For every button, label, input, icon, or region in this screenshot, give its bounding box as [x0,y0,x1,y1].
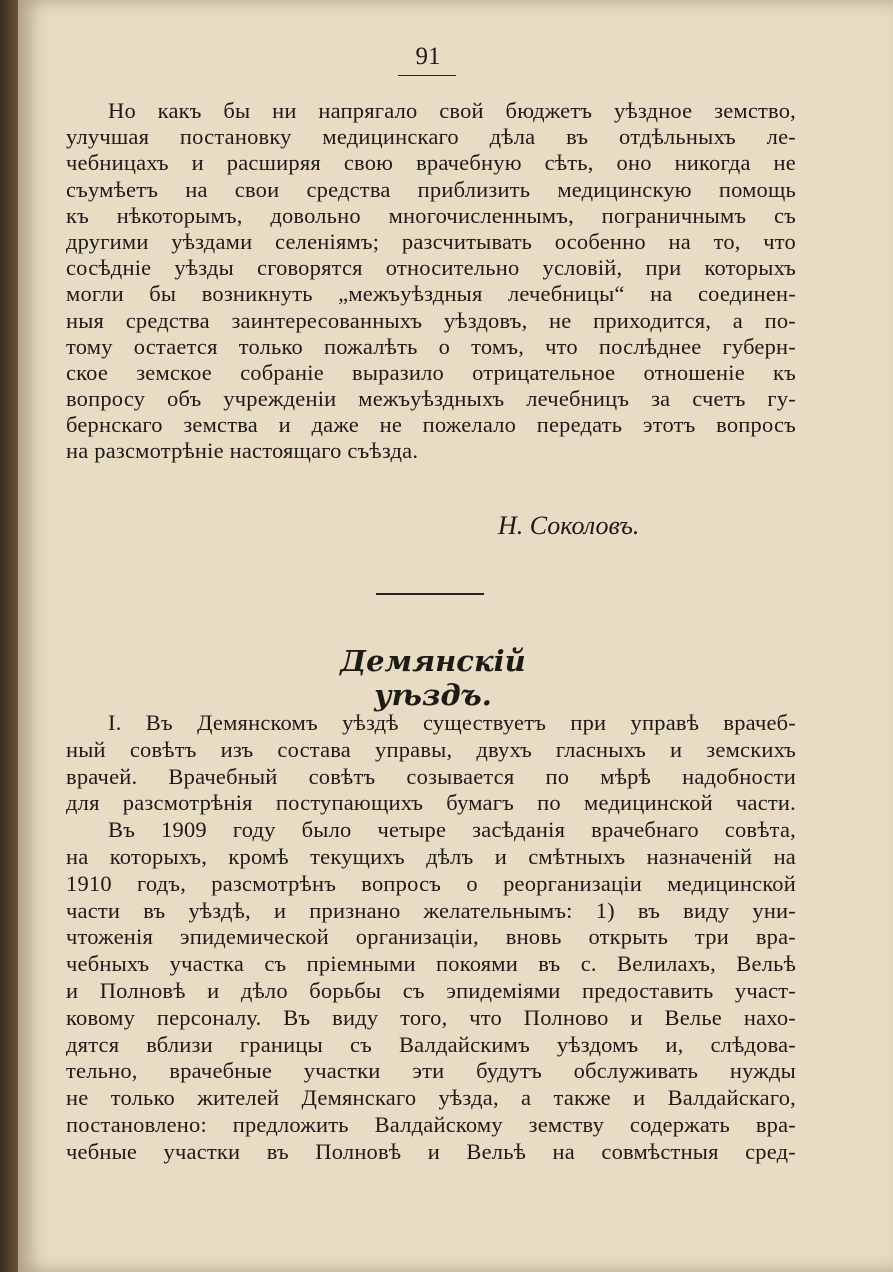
text-line: ковому персоналу. Въ виду того, что Полново и Велье нахо- [66,1004,796,1030]
paragraph-demyansk-district [66,710,796,1166]
text-line: ный совѣтъ изъ состава управы, двухъ гласныхъ и земскихъ [66,736,796,762]
text-line: вопросу объ учрежденіи межъуѣздныхъ лечебницъ за счетъ гу- [66,386,796,412]
text-line: съумѣетъ на свои средства приблизить медицинскую помощь [66,176,796,202]
page-number: 91 [415,43,441,70]
paragraph-closing-remarks [66,98,796,465]
book-spine-shadow [0,0,18,1272]
text-line: и Полновѣ и дѣло борьбы съ эпидеміями предоставить участ- [66,977,796,1003]
author-signature: Н. Соколовъ. [498,511,640,540]
text-line: дятся вблизи границы съ Валдайскимъ уѣздомъ и, слѣдова- [66,1031,796,1057]
text-line: постановлено: предложить Валдайскому земству содержать вра- [66,1111,796,1137]
text-line: не только жителей Демянскаго уѣзда, а также и Валдайскаго, [66,1085,796,1111]
text-line: врачей. Врачебный совѣтъ созывается по мѣрѣ надобности [66,763,796,789]
text-line: тому остается только пожалѣть о томъ, что послѣднее губерн- [66,333,796,359]
text-line: сосѣдніе уѣзды сговорятся относительно условій, при которыхъ [66,255,796,281]
text-line: тельно, врачебные участки эти будутъ обслуживать нужды [66,1058,796,1084]
section-divider [376,593,484,595]
text-line: къ нѣкоторымъ, довольно многочисленнымъ, пограничнымъ съ [66,202,796,228]
text-line: части въ уѣздѣ, и признано желательнымъ: 1) въ виду уни- [66,897,796,923]
text-line: Но какъ бы ни напрягало свой бюджетъ уѣздное земство, [108,98,796,123]
page-number-underline [398,75,456,76]
text-line: I. Въ Демянскомъ уѣздѣ существуетъ при управѣ врачеб- [108,710,796,735]
text-line: 1910 годъ, разсмотрѣнъ вопросъ о реорганизаціи медицинской [66,870,796,896]
section-heading: Демянскій уѣздъ. [340,644,526,712]
text-line: Въ 1909 году было четыре засѣданія врачебнаго совѣта, [108,817,796,843]
text-line: бернскаго земства и даже не пожелало передать этотъ вопросъ [66,412,796,438]
text-line: на разсмотрѣніе настоящаго съѣзда. [66,438,419,464]
text-line: чтоженія эпидемической организаціи, вновь открыть три вра- [66,924,796,950]
text-line: могли бы возникнуть „межъуѣздныя лечебницы“ на соединен- [66,281,796,307]
text-line: на которыхъ, кромѣ текущихъ дѣлъ и смѣтныхъ назначеній на [66,843,796,869]
text-line: ское земское собраніе выразило отрицательное отношеніе къ [66,359,796,385]
text-line: улучшая постановку медицинскаго дѣла въ отдѣльныхъ ле- [66,124,796,150]
text-line: чебницахъ и расширяя свою врачебную сѣть, оно никогда не [66,150,796,176]
text-line: чебные участки въ Полновѣ и Вельѣ на совмѣстныя сред- [66,1138,796,1164]
text-line: чебныхъ участка съ пріемными покоями въ с. Велилахъ, Вельѣ [66,951,796,977]
text-line: ныя средства заинтересованныхъ уѣздовъ, не приходится, а по- [66,307,796,333]
book-page [18,0,893,1272]
text-line: для разсмотрѣнія поступающихъ бумагъ по медицинской части. [66,790,796,816]
text-line: другими уѣздами селеніямъ; разсчитывать особенно на то, что [66,228,796,254]
